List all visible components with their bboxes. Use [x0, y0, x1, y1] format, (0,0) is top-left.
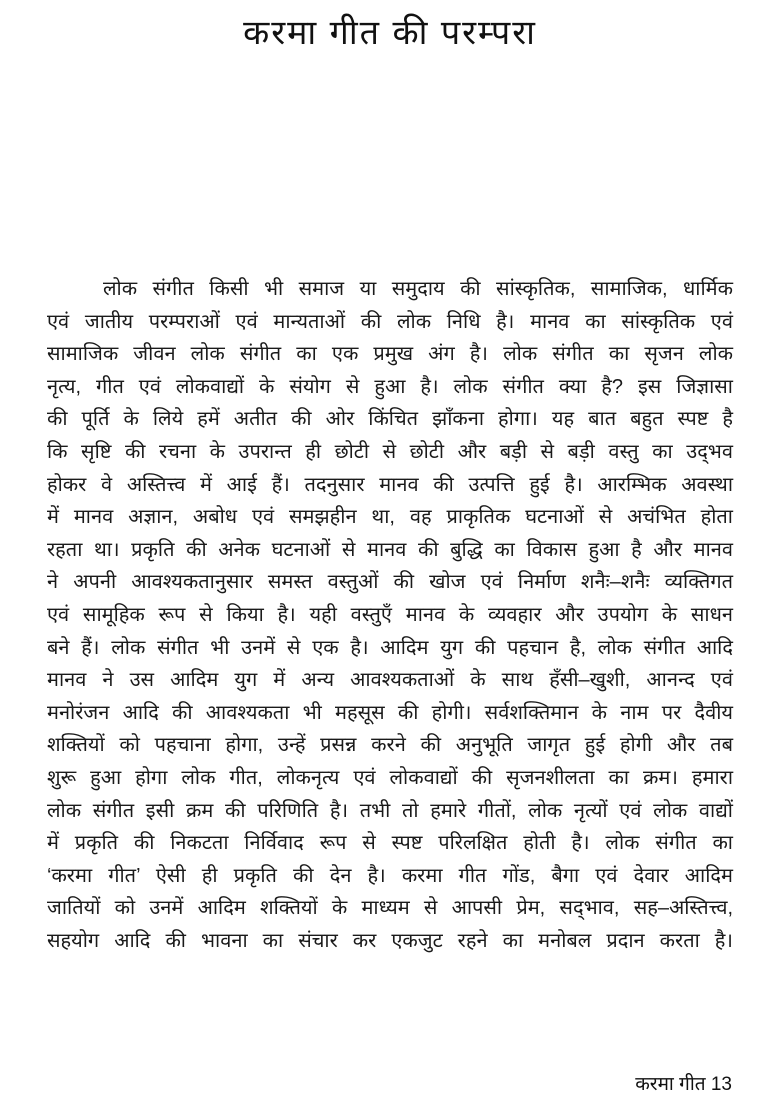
text-line: रहता था। प्रकृति की अनेक घटनाओं से मानव की बुद्धि का विकास हुआ है और मानव: [47, 538, 733, 561]
text-line: ‘करमा गीत’ ऐसी ही प्रकृति की देन है। करमा गीत गोंड, बैगा एवं देवार आदिम: [47, 864, 733, 887]
text-line: बने हैं। लोक संगीत भी उनमें से एक है। आदिम युग की पहचान है, लोक संगीत आदि: [47, 636, 733, 659]
page-title: करमा गीत की परम्परा: [243, 14, 537, 52]
running-footer-page-number: करमा गीत 13: [635, 1074, 732, 1095]
body-paragraph: [47, 273, 733, 957]
text-line: मनोरंजन आदि की आवश्यकता भी महसूस की होगी। सर्वशक्तिमान के नाम पर दैवीय: [47, 701, 733, 724]
text-line: लोक संगीत किसी भी समाज या समुदाय की सांस्कृतिक, सामाजिक, धार्मिक: [103, 278, 733, 300]
text-line: लोक संगीत इसी क्रम की परिणिति है। तभी तो हमारे गीतों, लोक नृत्यों एवं लोक वाद्यों: [47, 799, 733, 822]
text-line: में मानव अज्ञान, अबोध एवं समझहीन था, वह प्राकृतिक घटनाओं से अचंभित होता: [47, 506, 733, 529]
text-line: नृत्य, गीत एवं लोकवाद्यों के संयोग से हुआ है। लोक संगीत क्या है? इस जिज्ञासा: [47, 375, 733, 398]
text-line: सामाजिक जीवन लोक संगीत का एक प्रमुख अंग है। लोक संगीत का सृजन लोक: [47, 343, 733, 366]
text-line: कि सृष्टि की रचना के उपरान्त ही छोटी से छोटी और बड़ी से बड़ी वस्तु का उद्‌भव: [47, 440, 733, 463]
text-line: जातियों को उनमें आदिम शक्तियों के माध्यम से आपसी प्रेम, सद्‌भाव, सह–अस्तित्त्व,: [47, 897, 733, 920]
text-line: मानव ने उस आदिम युग में अन्य आवश्यकताओं के साथ हँसी–खुशी, आनन्द एवं: [47, 669, 733, 692]
text-line: ने अपनी आवश्यकतानुसार समस्त वस्तुओं की खोज एवं निर्माण शनैः–शनैः व्यक्तिगत: [47, 571, 733, 594]
text-line: शुरू हुआ होगा लोक गीत, लोकनृत्य एवं लोकवाद्यों की सृजनशीलता का क्रम। हमारा: [47, 766, 733, 789]
text-line: होकर वे अस्तित्त्व में आई हैं। तदनुसार मानव की उत्पत्ति हुई है। आरम्भिक अवस्था: [47, 473, 733, 496]
text-line: एवं सामूहिक रूप से किया है। यही वस्तुएँ मानव के व्यवहार और उपयोग के साधन: [47, 603, 733, 626]
text-line: में प्रकृति की निकटता निर्विवाद रूप से स्पष्ट परिलक्षित होती है। लोक संगीत का: [47, 832, 733, 855]
text-line: शक्तियों को पहचाना होगा, उन्हें प्रसन्न करने की अनुभूति जागृत हुई होगी और तब: [47, 734, 733, 757]
text-line: की पूर्ति के लिये हमें अतीत की ओर किंचित झाँकना होगा। यह बात बहुत स्पष्ट है: [47, 408, 733, 431]
text-line: एवं जातीय परम्पराओं एवं मान्यताओं की लोक निधि है। मानव का सांस्कृतिक एवं: [47, 310, 733, 333]
text-line: सहयोग आदि की भावना का संचार कर एकजुट रहने का मनोबल प्रदान करता है।: [47, 929, 733, 952]
